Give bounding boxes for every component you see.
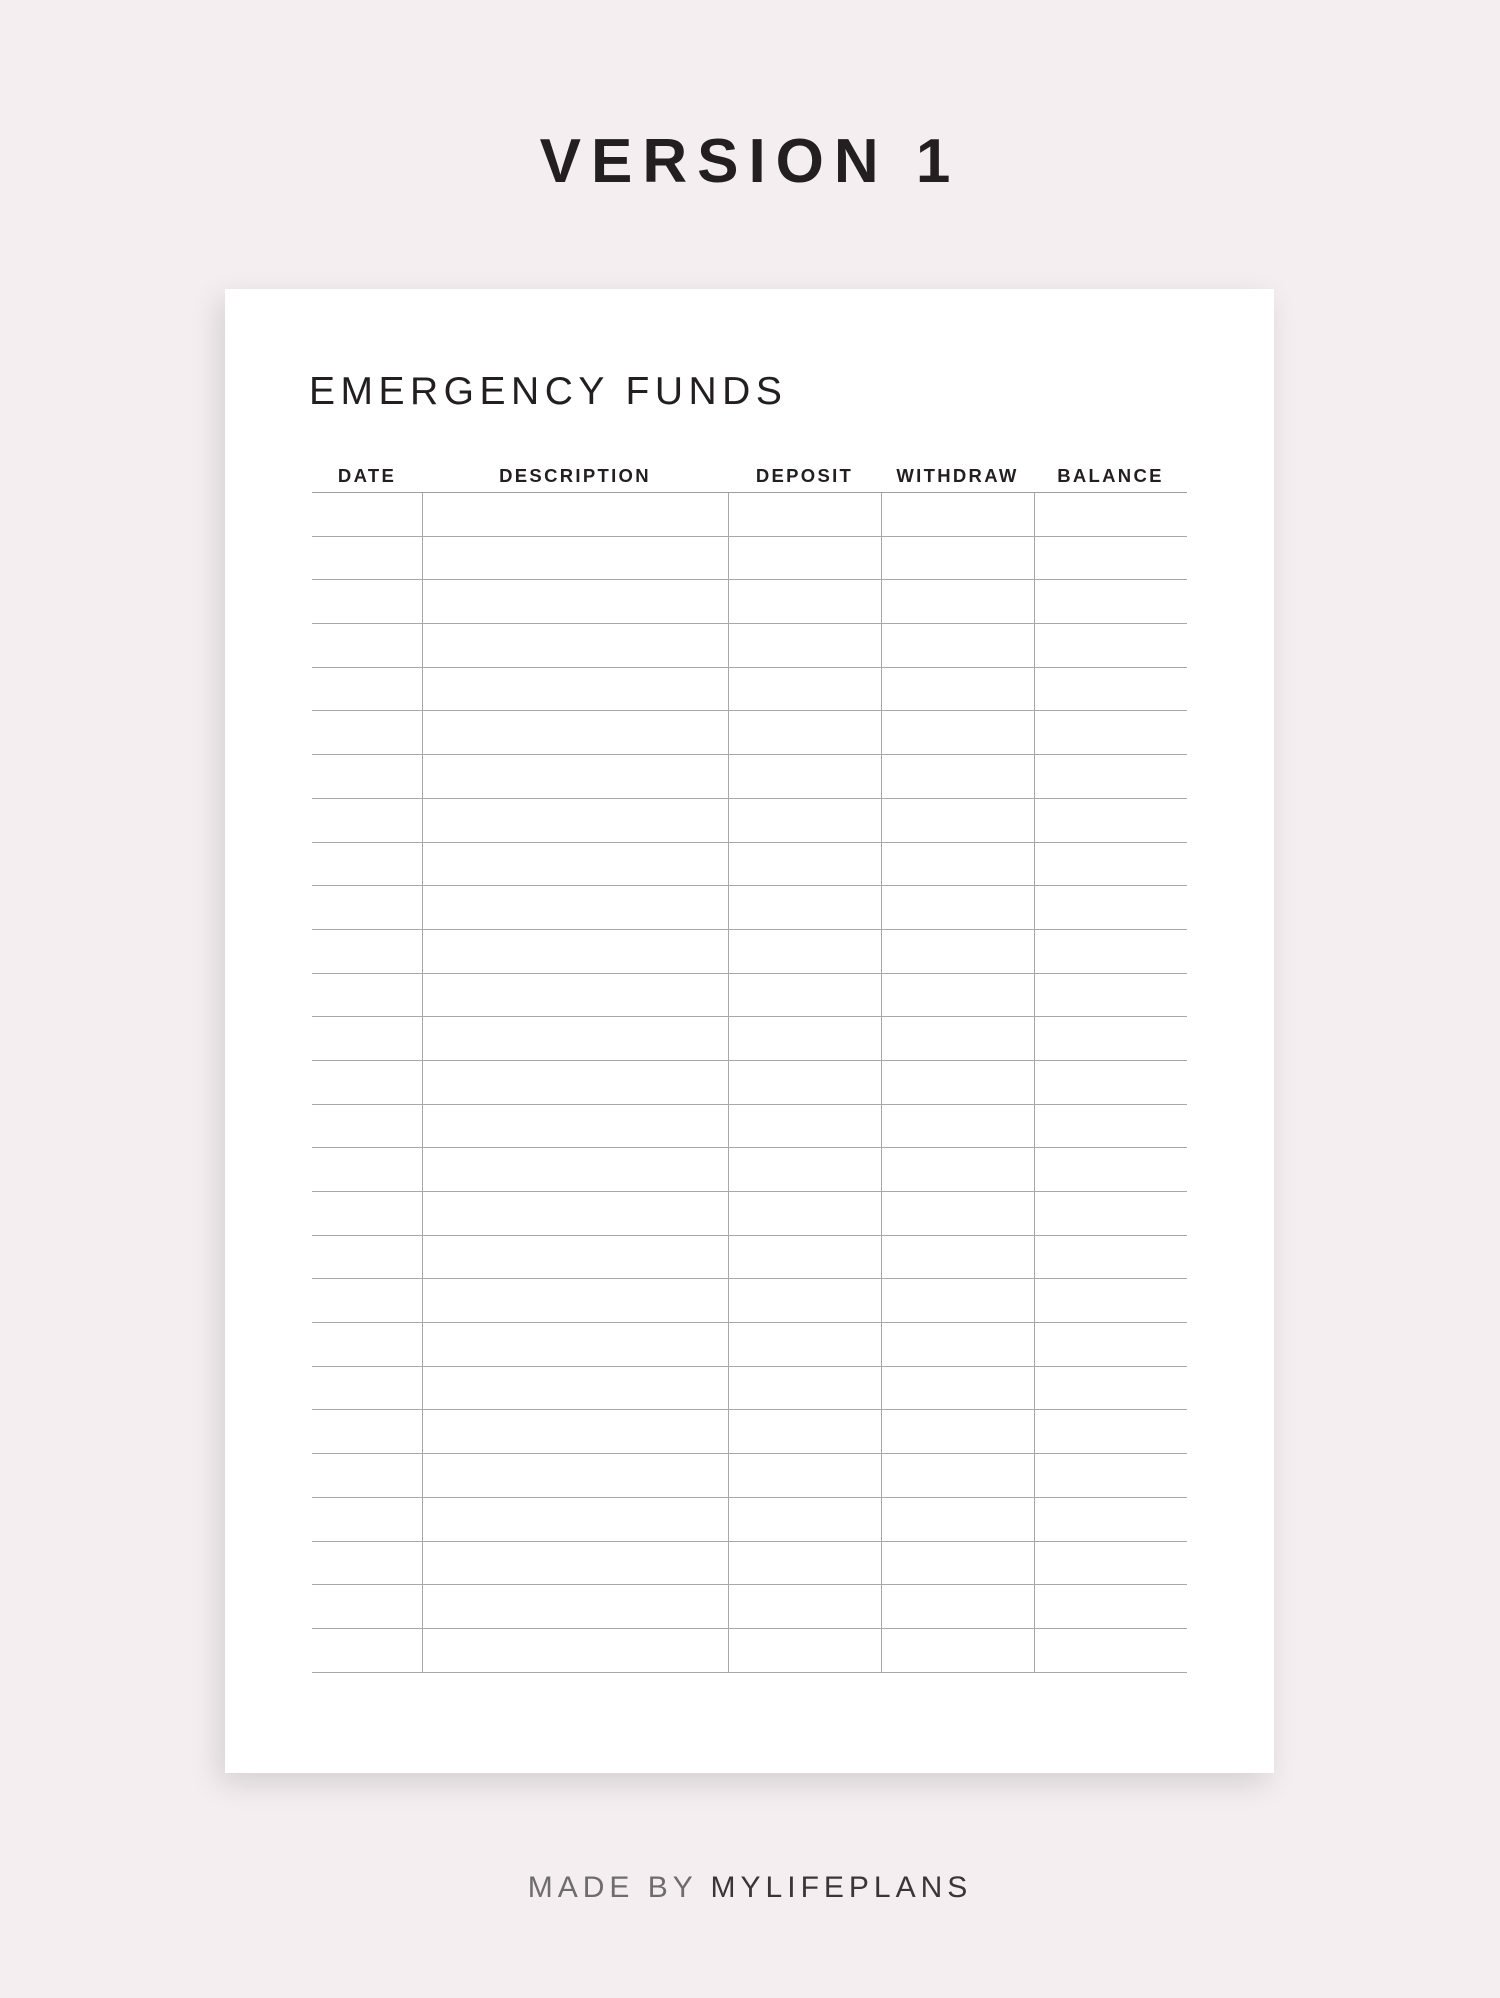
cell-description — [422, 1017, 728, 1060]
cell-description — [422, 843, 728, 886]
cell-deposit — [728, 1017, 881, 1060]
cell-deposit — [728, 1367, 881, 1410]
cell-balance — [1034, 668, 1187, 711]
cell-deposit — [728, 1498, 881, 1541]
cell-deposit — [728, 1454, 881, 1497]
table-row — [312, 755, 1187, 799]
table-row — [312, 1542, 1187, 1586]
cell-description — [422, 1542, 728, 1585]
cell-balance — [1034, 930, 1187, 973]
cell-balance — [1034, 624, 1187, 667]
cell-balance — [1034, 1542, 1187, 1585]
cell-withdraw — [881, 755, 1034, 798]
cell-date — [312, 711, 422, 754]
cell-deposit — [728, 624, 881, 667]
cell-description — [422, 624, 728, 667]
cell-description — [422, 580, 728, 623]
cell-date — [312, 1585, 422, 1628]
cell-balance — [1034, 1585, 1187, 1628]
cell-deposit — [728, 1629, 881, 1672]
cell-withdraw — [881, 1236, 1034, 1279]
cell-date — [312, 1629, 422, 1672]
cell-withdraw — [881, 1017, 1034, 1060]
cell-date — [312, 1061, 422, 1104]
column-header-balance: BALANCE — [1057, 465, 1164, 486]
cell-deposit — [728, 1236, 881, 1279]
cell-date — [312, 1279, 422, 1322]
cell-balance — [1034, 1236, 1187, 1279]
cell-deposit — [728, 799, 881, 842]
cell-withdraw — [881, 843, 1034, 886]
cell-description — [422, 974, 728, 1017]
cell-date — [312, 1454, 422, 1497]
cell-deposit — [728, 755, 881, 798]
cell-date — [312, 1236, 422, 1279]
cell-description — [422, 1279, 728, 1322]
cell-withdraw — [881, 1192, 1034, 1235]
cell-date — [312, 668, 422, 711]
cell-date — [312, 755, 422, 798]
cell-date — [312, 1498, 422, 1541]
cell-deposit — [728, 886, 881, 929]
table-row — [312, 1498, 1187, 1542]
cell-balance — [1034, 1279, 1187, 1322]
cell-withdraw — [881, 799, 1034, 842]
cell-balance — [1034, 755, 1187, 798]
table-row — [312, 1279, 1187, 1323]
cell-description — [422, 1367, 728, 1410]
cell-date — [312, 537, 422, 580]
table-row — [312, 1585, 1187, 1629]
cell-description — [422, 1323, 728, 1366]
cell-withdraw — [881, 537, 1034, 580]
table-row — [312, 668, 1187, 712]
cell-balance — [1034, 1017, 1187, 1060]
cell-date — [312, 799, 422, 842]
cell-withdraw — [881, 493, 1034, 536]
cell-balance — [1034, 1629, 1187, 1672]
footer-brand: MYLIFEPLANS — [710, 1871, 973, 1904]
cell-date — [312, 1323, 422, 1366]
table-row — [312, 1148, 1187, 1192]
cell-deposit — [728, 1105, 881, 1148]
cell-description — [422, 930, 728, 973]
table-row — [312, 1105, 1187, 1149]
table-row — [312, 1454, 1187, 1498]
version-title: VERSION 1 — [539, 127, 961, 196]
cell-withdraw — [881, 711, 1034, 754]
table-row — [312, 799, 1187, 843]
cell-date — [312, 1148, 422, 1191]
table-row — [312, 580, 1187, 624]
cell-withdraw — [881, 624, 1034, 667]
cell-date — [312, 1542, 422, 1585]
cell-date — [312, 1017, 422, 1060]
cell-deposit — [728, 1410, 881, 1453]
table-row — [312, 1629, 1187, 1673]
cell-withdraw — [881, 1148, 1034, 1191]
cell-withdraw — [881, 580, 1034, 623]
cell-description — [422, 711, 728, 754]
table-row — [312, 1367, 1187, 1411]
cell-withdraw — [881, 1061, 1034, 1104]
printable-sheet — [225, 289, 1274, 1773]
table-row — [312, 974, 1187, 1018]
cell-description — [422, 799, 728, 842]
cell-description — [422, 755, 728, 798]
cell-date — [312, 1410, 422, 1453]
column-header-deposit: DEPOSIT — [755, 465, 854, 486]
table-row — [312, 1323, 1187, 1367]
ledger-body — [312, 492, 1187, 1673]
cell-balance — [1034, 974, 1187, 1017]
cell-withdraw — [881, 1410, 1034, 1453]
column-header-date: DATE — [337, 465, 397, 486]
cell-deposit — [728, 493, 881, 536]
cell-description — [422, 1498, 728, 1541]
cell-balance — [1034, 1323, 1187, 1366]
cell-description — [422, 1410, 728, 1453]
cell-date — [312, 1192, 422, 1235]
cell-balance — [1034, 1061, 1187, 1104]
table-row — [312, 1192, 1187, 1236]
cell-withdraw — [881, 930, 1034, 973]
cell-balance — [1034, 886, 1187, 929]
cell-withdraw — [881, 1585, 1034, 1628]
cell-date — [312, 624, 422, 667]
cell-deposit — [728, 537, 881, 580]
cell-date — [312, 974, 422, 1017]
cell-description — [422, 1061, 728, 1104]
cell-withdraw — [881, 1323, 1034, 1366]
table-row — [312, 493, 1187, 537]
cell-balance — [1034, 537, 1187, 580]
cell-balance — [1034, 1454, 1187, 1497]
cell-withdraw — [881, 1454, 1034, 1497]
ledger-table — [312, 465, 1187, 1673]
table-row — [312, 843, 1187, 887]
column-header-withdraw: WITHDRAW — [896, 465, 1019, 486]
cell-description — [422, 1454, 728, 1497]
table-row — [312, 1410, 1187, 1454]
cell-date — [312, 1367, 422, 1410]
cell-description — [422, 668, 728, 711]
footer-credit — [0, 1868, 1500, 1908]
table-row — [312, 537, 1187, 581]
cell-withdraw — [881, 668, 1034, 711]
cell-description — [422, 537, 728, 580]
cell-balance — [1034, 1192, 1187, 1235]
cell-withdraw — [881, 1105, 1034, 1148]
cell-deposit — [728, 1061, 881, 1104]
cell-deposit — [728, 1192, 881, 1235]
cell-description — [422, 886, 728, 929]
cell-deposit — [728, 1323, 881, 1366]
cell-description — [422, 493, 728, 536]
table-row — [312, 930, 1187, 974]
cell-balance — [1034, 1367, 1187, 1410]
cell-withdraw — [881, 1498, 1034, 1541]
footer-made-by: MADE BY — [527, 1871, 698, 1904]
cell-description — [422, 1629, 728, 1672]
table-row — [312, 711, 1187, 755]
cell-date — [312, 1105, 422, 1148]
cell-date — [312, 580, 422, 623]
cell-balance — [1034, 1148, 1187, 1191]
cell-balance — [1034, 843, 1187, 886]
cell-deposit — [728, 1148, 881, 1191]
cell-deposit — [728, 930, 881, 973]
cell-balance — [1034, 1498, 1187, 1541]
cell-description — [422, 1192, 728, 1235]
cell-deposit — [728, 580, 881, 623]
cell-description — [422, 1585, 728, 1628]
cell-deposit — [728, 1585, 881, 1628]
cell-withdraw — [881, 1367, 1034, 1410]
cell-description — [422, 1148, 728, 1191]
cell-description — [422, 1236, 728, 1279]
cell-balance — [1034, 711, 1187, 754]
cell-deposit — [728, 974, 881, 1017]
sheet-title: EMERGENCY FUNDS — [309, 370, 788, 413]
table-row — [312, 1061, 1187, 1105]
cell-balance — [1034, 799, 1187, 842]
cell-balance — [1034, 580, 1187, 623]
table-row — [312, 1236, 1187, 1280]
cell-withdraw — [881, 1629, 1034, 1672]
cell-deposit — [728, 843, 881, 886]
cell-withdraw — [881, 1542, 1034, 1585]
cell-deposit — [728, 1542, 881, 1585]
cell-description — [422, 1105, 728, 1148]
cell-date — [312, 886, 422, 929]
table-row — [312, 1017, 1187, 1061]
cell-withdraw — [881, 886, 1034, 929]
cell-deposit — [728, 668, 881, 711]
cell-balance — [1034, 1410, 1187, 1453]
table-row — [312, 624, 1187, 668]
cell-deposit — [728, 1279, 881, 1322]
cell-withdraw — [881, 974, 1034, 1017]
cell-date — [312, 843, 422, 886]
cell-deposit — [728, 711, 881, 754]
table-row — [312, 886, 1187, 930]
ledger-header-row — [312, 465, 1187, 492]
cell-date — [312, 493, 422, 536]
cell-balance — [1034, 1105, 1187, 1148]
column-header-description: DESCRIPTION — [499, 465, 651, 486]
cell-withdraw — [881, 1279, 1034, 1322]
cell-date — [312, 930, 422, 973]
cell-balance — [1034, 493, 1187, 536]
